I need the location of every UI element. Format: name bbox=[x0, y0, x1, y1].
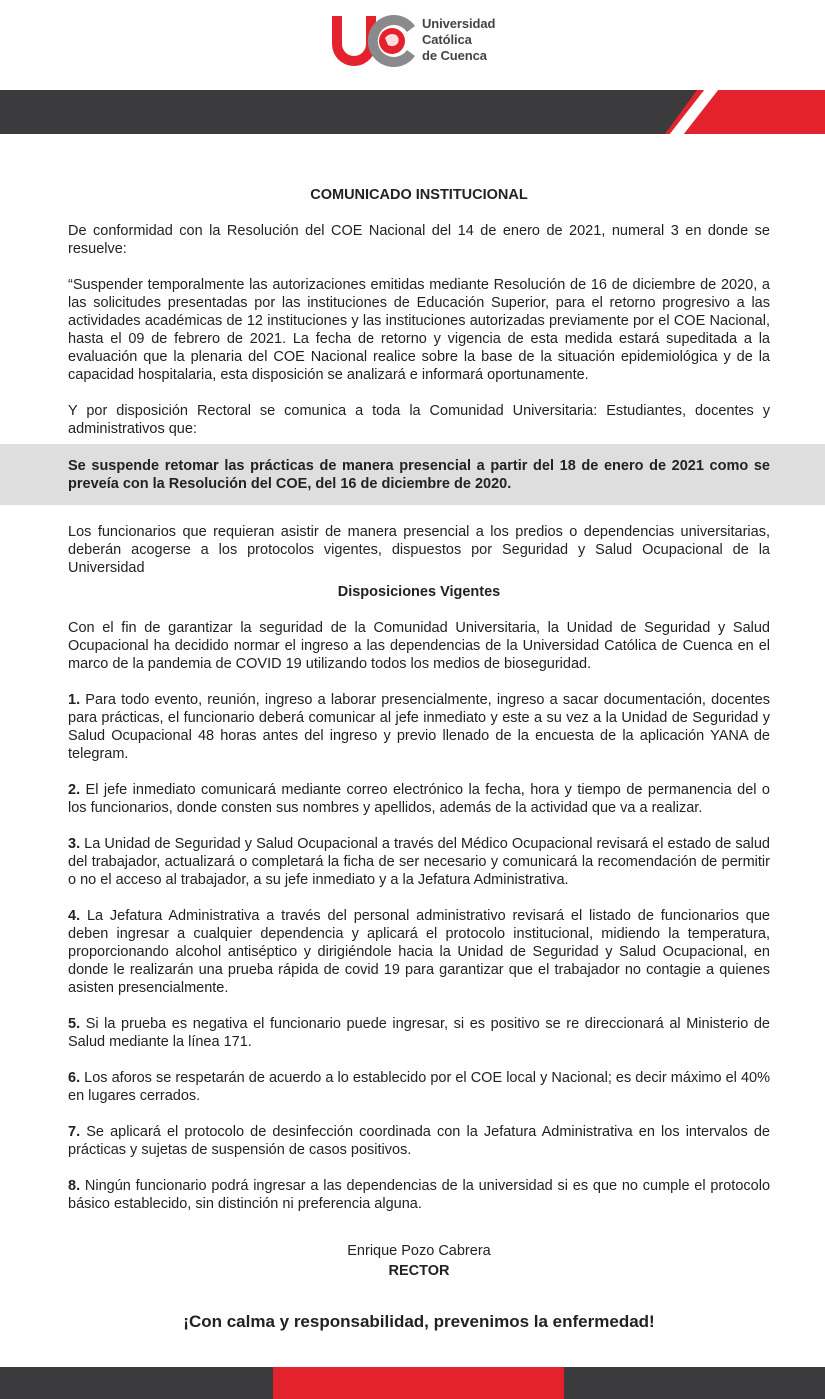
uc-logo-mark-icon bbox=[329, 14, 417, 68]
disposition-item bbox=[68, 1123, 770, 1159]
item-text: Ningún funcionario podrá ingresar a las dependencias de la universidad si es que no cumple el protocolo básico establecido, sin distinción ni preferencia alguna. bbox=[68, 1178, 771, 1212]
university-logo bbox=[329, 14, 529, 68]
signer-role: RECTOR bbox=[388, 1263, 450, 1279]
item-text: Si la prueba es negativa el funcionario puede ingresar, si es positivo se re direccionará al Ministerio de Salud mediante la línea 171. bbox=[68, 1016, 770, 1050]
item-number: 6. bbox=[68, 1070, 81, 1086]
item-number: 2. bbox=[68, 782, 81, 798]
item-text: Para todo evento, reunión, ingreso a laborar presencialmente, ingreso a sacar documentación, docentes para prácticas, el funcionario deberá comunicar al jefe inmediato y este a su vez a la Unidad de Seguridad y Salud Ocupacional 48 horas antes del ingreso y previo llenado de la encuesta de la aplicación YANA de telegram. bbox=[68, 692, 770, 762]
footer-band bbox=[0, 1367, 825, 1399]
item-number: 7. bbox=[68, 1124, 81, 1140]
item-text: El jefe inmediato comunicará mediante correo electrónico la fecha, hora y tiempo de permanencia del o los funcionarios, donde consten sus nombres y apellidos, además de la actividad que va a realizar. bbox=[68, 782, 770, 816]
header-band bbox=[0, 90, 825, 134]
disposition-item bbox=[68, 1177, 770, 1213]
resolution-quote: “Suspender temporalmente las autorizaciones emitidas mediante Resolución de 16 de diciembre de 2020, a las solicitudes presentadas por las instituciones de Educación Superior, para el retorno progresivo a las actividades académicas de 12 instituciones y las instituciones autorizadas previamente por el COE Nacional, hasta el 09 de febrero de 2021. La fecha de retorno y vigencia de esta medida estará supeditada a la evaluación que la plenaria del COE Nacional realice sobre la base de la situación epidemiológica y de la capacidad hospitalaria, esta disposición se analizará e informará oportunamente. bbox=[68, 277, 770, 383]
item-number: 5. bbox=[68, 1016, 81, 1032]
communique-body bbox=[68, 186, 770, 1331]
logo-line: Universidad bbox=[422, 16, 496, 31]
footer-band-accent bbox=[273, 1367, 564, 1399]
disposition-item bbox=[68, 907, 770, 997]
highlighted-notice: Se suspende retomar las prácticas de manera presencial a partir del 18 de enero de 2021 como se preveía con la Resolución del COE, del 16 de diciembre de 2020. bbox=[0, 444, 825, 505]
item-number: 8. bbox=[68, 1178, 81, 1194]
closing-slogan: ¡Con calma y responsabilidad, prevenimos la enfermedad! bbox=[183, 1312, 655, 1331]
section-subtitle: Disposiciones Vigentes bbox=[337, 584, 501, 600]
disposition-item bbox=[68, 781, 770, 817]
purpose-paragraph: Con el fin de garantizar la seguridad de la Comunidad Universitaria, la Unidad de Seguridad y Salud Ocupacional ha decidido normar el ingreso a las dependencias de la Universidad Católica de Cuenca en el marco de la pandemia de COVID 19 utilizando todos los medios de bioseguridad. bbox=[68, 620, 770, 672]
disposition-item bbox=[68, 691, 770, 763]
item-number: 3. bbox=[68, 836, 81, 852]
disposition-item bbox=[68, 835, 770, 889]
logo-line: de Cuenca bbox=[422, 48, 487, 63]
disposition-item bbox=[68, 1015, 770, 1051]
item-text: La Unidad de Seguridad y Salud Ocupacional a través del Médico Ocupacional revisará el estado de salud del trabajador, actualizará o completará la ficha de ser necesario y comunicará la recomendación de permitir o no el acceso al trabajador, a su jefe inmediato y a la Jefatura Administrativa. bbox=[68, 836, 770, 888]
item-text: Los aforos se respetarán de acuerdo a lo establecido por el COE local y Nacional; es decir máximo el 40% en lugares cerrados. bbox=[68, 1070, 770, 1104]
disposition-item bbox=[68, 1069, 770, 1105]
signer-name: Enrique Pozo Cabrera bbox=[347, 1243, 491, 1259]
item-number: 4. bbox=[68, 908, 81, 924]
item-text: La Jefatura Administrativa a través del personal administrativo revisará el listado de funcionarios que deben ingresar a cualquier dependencia y aplicará el protocolo institucional, midiendo la temperatura, proporcionando alcohol antiséptico y dirigiéndole hacia la Unidad de Seguridad y Salud Ocupacional, en donde le realizarán una prueba rápida de covid 19 para garantizar que el trabajador no contagie a quienes asisten presencialmente. bbox=[68, 908, 770, 996]
logo-line: Católica bbox=[422, 32, 472, 47]
logo-wordmark bbox=[422, 16, 495, 64]
signature-block bbox=[68, 1241, 770, 1281]
intro-paragraph: De conformidad con la Resolución del COE Nacional del 14 de enero de 2021, numeral 3 en donde se resuelve: bbox=[68, 223, 770, 257]
officials-paragraph: Los funcionarios que requieran asistir de manera presencial a los predios o dependencias universitarias, deberán acogerse a los protocolos vigentes, dispuestos por Seguridad y Salud Ocupacional de la Universidad bbox=[68, 524, 770, 576]
document-title: COMUNICADO INSTITUCIONAL bbox=[310, 187, 528, 203]
item-number: 1. bbox=[68, 692, 81, 708]
item-text: Se aplicará el protocolo de desinfección coordinada con la Jefatura Administrativa en los intervalos de prácticas y sujetas de suspensión de casos positivos. bbox=[68, 1124, 770, 1158]
rector-disposition-paragraph: Y por disposición Rectoral se comunica a toda la Comunidad Universitaria: Estudiantes, docentes y administrativos que: bbox=[68, 403, 770, 437]
